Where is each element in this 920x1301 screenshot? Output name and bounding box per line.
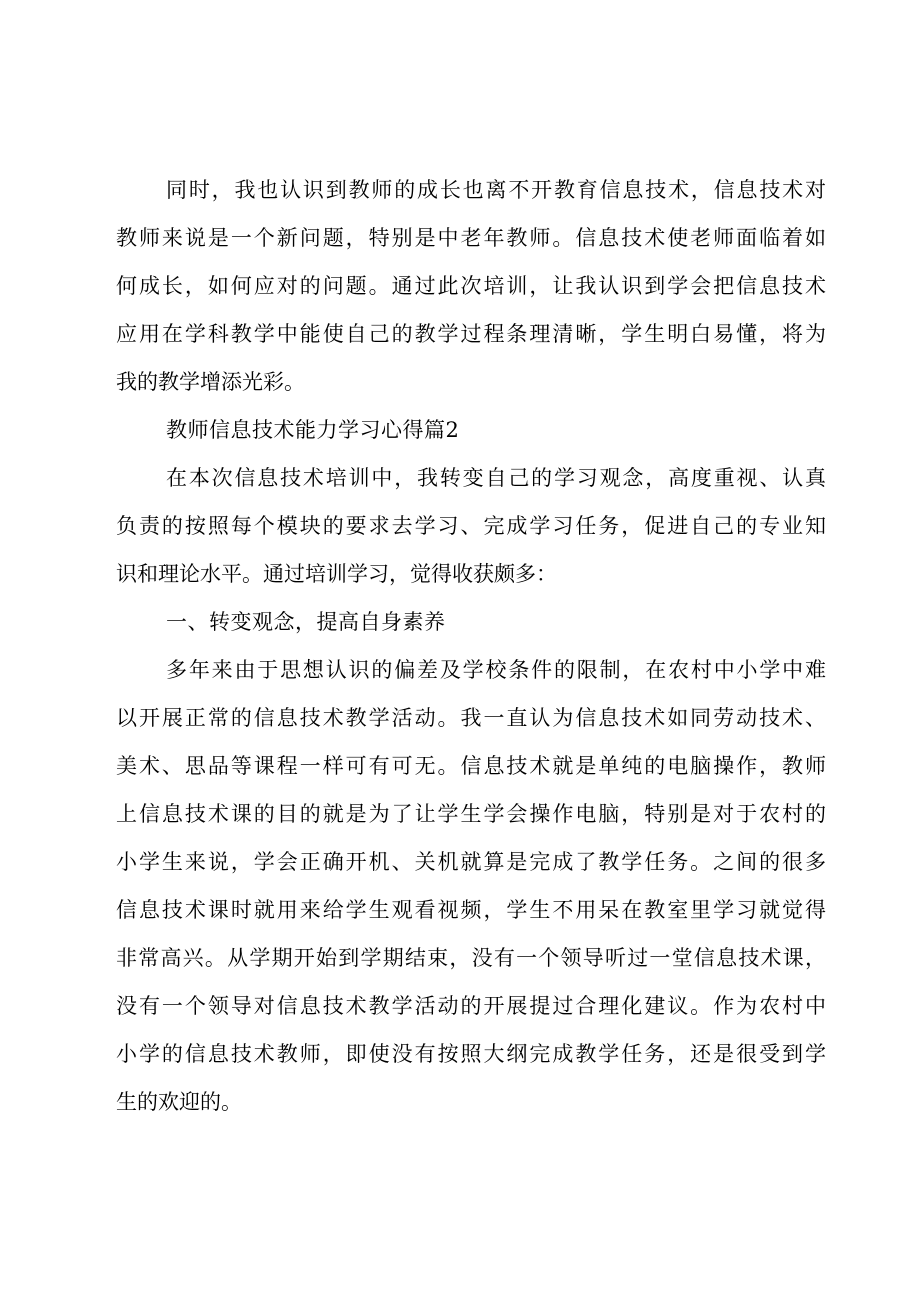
paragraph-line: 美术、思品等课程一样可有可无。信息技术就是单纯的电脑操作，教师 (116, 754, 826, 778)
paragraph (116, 646, 826, 1126)
paragraph-line: 应用在学科教学中能使自己的教学过程条理清晰，学生明白易懂，将为 (116, 322, 826, 346)
section-heading: 一、转变观念，提高自身素养 (166, 610, 446, 634)
paragraph-line: 生的欢迎的。 (116, 1090, 242, 1114)
paragraph-line: 多年来由于思想认识的偏差及学校条件的限制，在农村中小学中难 (166, 658, 826, 682)
paragraph-line: 小学的信息技术教师，即使没有按照大纲完成教学任务，还是很受到学 (116, 1042, 826, 1066)
paragraph-line: 教师来说是一个新问题，特别是中老年教师。信息技术使老师面临着如 (116, 226, 826, 250)
paragraph-line: 负责的按照每个模块的要求去学习、完成学习任务，促进自己的专业知 (116, 514, 826, 538)
paragraph (116, 166, 826, 406)
section-heading: 教师信息技术能力学习心得篇2 (166, 418, 460, 442)
paragraph-line: 我的教学增添光彩。 (116, 370, 305, 394)
paragraph-line: 小学生来说，学会正确开机、关机就算是完成了教学任务。之间的很多 (116, 850, 826, 874)
paragraph-line: 识和理论水平。通过培训学习，觉得收获颇多： (116, 562, 557, 586)
paragraph-line: 没有一个领导对信息技术教学活动的开展提过合理化建议。作为农村中 (116, 994, 826, 1018)
paragraph-line: 非常高兴。从学期开始到学期结束，没有一个领导听过一堂信息技术课， (116, 946, 826, 970)
paragraph-line: 在本次信息技术培训中，我转变自己的学习观念，高度重视、认真 (166, 466, 826, 490)
document-body (116, 166, 826, 1126)
paragraph (116, 454, 826, 598)
paragraph-line: 信息技术课时就用来给学生观看视频，学生不用呆在教室里学习就觉得 (116, 898, 826, 922)
paragraph-line: 同时，我也认识到教师的成长也离不开教育信息技术，信息技术对 (166, 178, 826, 202)
paragraph-line: 上信息技术课的目的就是为了让学生学会操作电脑，特别是对于农村的 (116, 802, 826, 826)
paragraph-line: 何成长，如何应对的问题。通过此次培训，让我认识到学会把信息技术 (116, 274, 826, 298)
paragraph-line: 以开展正常的信息技术教学活动。我一直认为信息技术如同劳动技术、 (116, 706, 826, 730)
